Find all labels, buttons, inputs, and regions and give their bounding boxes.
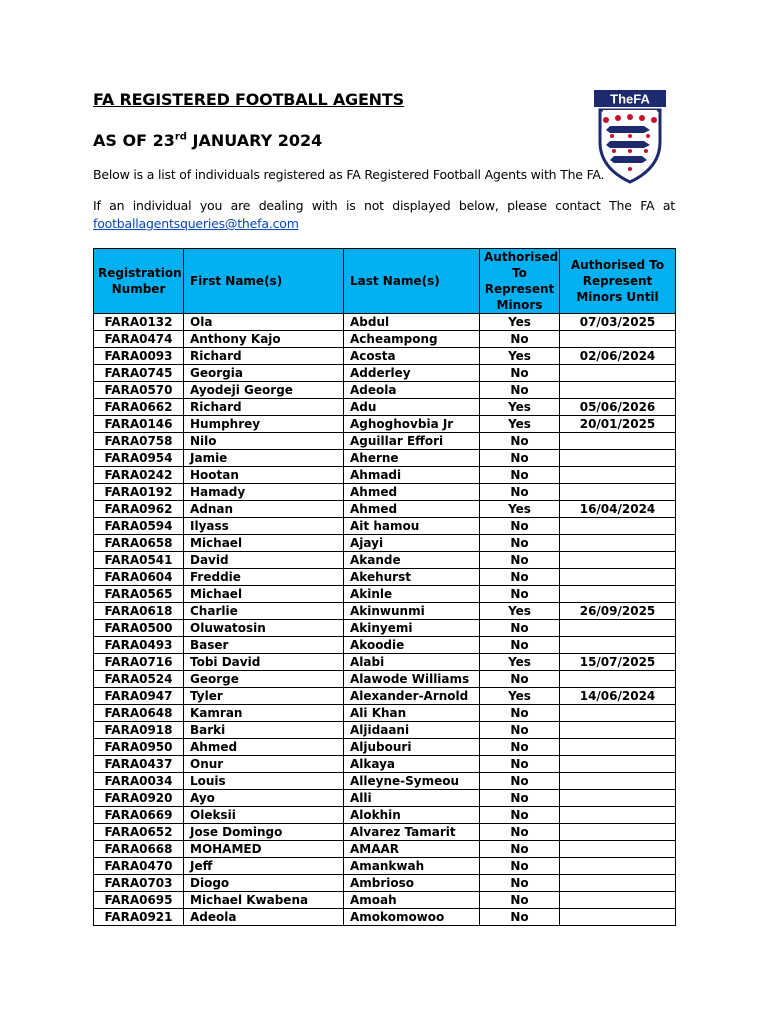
cell-last-names: Alli	[344, 790, 480, 807]
cell-first-names: Barki	[184, 722, 344, 739]
cell-registration-number: FARA0470	[94, 858, 184, 875]
cell-authorised-until: 20/01/2025	[560, 416, 676, 433]
cell-authorised-until: 26/09/2025	[560, 603, 676, 620]
document-subtitle	[93, 131, 322, 150]
table-row	[94, 365, 676, 382]
cell-last-names: Akinle	[344, 586, 480, 603]
cell-registration-number: FARA0604	[94, 569, 184, 586]
cell-authorised-until	[560, 586, 676, 603]
cell-last-names: Aghoghovbia Jr	[344, 416, 480, 433]
cell-last-names: Aguillar Effori	[344, 433, 480, 450]
cell-registration-number: FARA0662	[94, 399, 184, 416]
cell-registration-number: FARA0618	[94, 603, 184, 620]
cell-authorised-minors: No	[480, 722, 560, 739]
cell-authorised-minors: No	[480, 569, 560, 586]
table-row	[94, 841, 676, 858]
table-row	[94, 688, 676, 705]
cell-authorised-until	[560, 365, 676, 382]
header-first-names: First Name(s)	[184, 249, 344, 314]
cell-registration-number: FARA0920	[94, 790, 184, 807]
cell-authorised-until	[560, 773, 676, 790]
cell-first-names: Tobi David	[184, 654, 344, 671]
cell-authorised-until	[560, 671, 676, 688]
cell-authorised-minors: No	[480, 790, 560, 807]
cell-first-names: Georgia	[184, 365, 344, 382]
cell-authorised-until: 16/04/2024	[560, 501, 676, 518]
cell-authorised-until: 15/07/2025	[560, 654, 676, 671]
table-row	[94, 654, 676, 671]
cell-authorised-until	[560, 620, 676, 637]
cell-authorised-minors: No	[480, 433, 560, 450]
cell-authorised-minors: No	[480, 705, 560, 722]
cell-last-names: Aherne	[344, 450, 480, 467]
cell-registration-number: FARA0524	[94, 671, 184, 688]
cell-authorised-until	[560, 841, 676, 858]
table-row	[94, 858, 676, 875]
cell-last-names: Akehurst	[344, 569, 480, 586]
cell-first-names: Onur	[184, 756, 344, 773]
table-row	[94, 637, 676, 654]
cell-authorised-minors: No	[480, 535, 560, 552]
cell-last-names: Amoah	[344, 892, 480, 909]
cell-authorised-minors: No	[480, 807, 560, 824]
cell-registration-number: FARA0954	[94, 450, 184, 467]
cell-first-names: Hamady	[184, 484, 344, 501]
cell-authorised-until	[560, 892, 676, 909]
cell-authorised-until	[560, 331, 676, 348]
table-row	[94, 671, 676, 688]
cell-authorised-minors: Yes	[480, 416, 560, 433]
cell-last-names: Alkaya	[344, 756, 480, 773]
cell-last-names: Aljidaani	[344, 722, 480, 739]
cell-last-names: Akoodie	[344, 637, 480, 654]
cell-first-names: Tyler	[184, 688, 344, 705]
agents-table	[93, 248, 676, 926]
cell-authorised-minors: No	[480, 637, 560, 654]
cell-registration-number: FARA0192	[94, 484, 184, 501]
cell-authorised-until	[560, 858, 676, 875]
cell-registration-number: FARA0146	[94, 416, 184, 433]
cell-last-names: Alvarez Tamarit	[344, 824, 480, 841]
cell-first-names: Diogo	[184, 875, 344, 892]
cell-registration-number: FARA0668	[94, 841, 184, 858]
cell-registration-number: FARA0565	[94, 586, 184, 603]
cell-first-names: David	[184, 552, 344, 569]
contact-email-link[interactable]: footballagentsqueries@thefa.com	[93, 216, 299, 231]
cell-registration-number: FARA0093	[94, 348, 184, 365]
cell-authorised-until: 14/06/2024	[560, 688, 676, 705]
subtitle-suffix: JANUARY 2024	[186, 131, 323, 150]
cell-last-names: Adderley	[344, 365, 480, 382]
table-row	[94, 569, 676, 586]
table-body	[94, 314, 676, 926]
cell-first-names: Jose Domingo	[184, 824, 344, 841]
cell-first-names: Richard	[184, 348, 344, 365]
cell-first-names: Ayo	[184, 790, 344, 807]
cell-last-names: Akinyemi	[344, 620, 480, 637]
cell-authorised-minors: Yes	[480, 603, 560, 620]
three-lions-crest-icon	[594, 90, 666, 184]
cell-authorised-minors: No	[480, 858, 560, 875]
cell-registration-number: FARA0570	[94, 382, 184, 399]
table-row	[94, 586, 676, 603]
cell-last-names: Ajayi	[344, 535, 480, 552]
cell-first-names: Ilyass	[184, 518, 344, 535]
cell-authorised-until	[560, 824, 676, 841]
cell-registration-number: FARA0652	[94, 824, 184, 841]
header-registration-number: Registration Number	[94, 249, 184, 314]
table-row	[94, 416, 676, 433]
table-row	[94, 484, 676, 501]
cell-first-names: Oluwatosin	[184, 620, 344, 637]
cell-last-names: Alleyne-Symeou	[344, 773, 480, 790]
cell-registration-number: FARA0648	[94, 705, 184, 722]
cell-first-names: Michael Kwabena	[184, 892, 344, 909]
cell-authorised-until	[560, 739, 676, 756]
table-row	[94, 807, 676, 824]
cell-authorised-minors: No	[480, 909, 560, 926]
cell-last-names: Alexander-Arnold	[344, 688, 480, 705]
cell-last-names: Ahmadi	[344, 467, 480, 484]
cell-last-names: Akande	[344, 552, 480, 569]
cell-authorised-minors: No	[480, 739, 560, 756]
cell-registration-number: FARA0703	[94, 875, 184, 892]
cell-registration-number: FARA0500	[94, 620, 184, 637]
cell-first-names: Jeff	[184, 858, 344, 875]
header-authorised-minors: Authorised To Represent Minors	[480, 249, 560, 314]
cell-authorised-until	[560, 450, 676, 467]
table-row	[94, 450, 676, 467]
cell-registration-number: FARA0745	[94, 365, 184, 382]
cell-first-names: Charlie	[184, 603, 344, 620]
document-title: FA REGISTERED FOOTBALL AGENTS	[93, 90, 404, 109]
cell-authorised-minors: No	[480, 824, 560, 841]
cell-first-names: Adnan	[184, 501, 344, 518]
cell-registration-number: FARA0594	[94, 518, 184, 535]
cell-authorised-minors: No	[480, 365, 560, 382]
cell-last-names: Ahmed	[344, 484, 480, 501]
table-row	[94, 518, 676, 535]
cell-last-names: Alawode Williams	[344, 671, 480, 688]
cell-first-names: Jamie	[184, 450, 344, 467]
table-row	[94, 722, 676, 739]
table-row	[94, 501, 676, 518]
cell-first-names: Humphrey	[184, 416, 344, 433]
cell-authorised-until: 05/06/2026	[560, 399, 676, 416]
cell-authorised-minors: No	[480, 671, 560, 688]
cell-last-names: Acosta	[344, 348, 480, 365]
cell-last-names: Alabi	[344, 654, 480, 671]
cell-last-names: Ambrioso	[344, 875, 480, 892]
cell-authorised-until	[560, 569, 676, 586]
cell-authorised-until: 02/06/2024	[560, 348, 676, 365]
subtitle-prefix: AS OF 23	[93, 131, 175, 150]
cell-registration-number: FARA0493	[94, 637, 184, 654]
table-row	[94, 892, 676, 909]
table-row	[94, 739, 676, 756]
cell-last-names: Adeola	[344, 382, 480, 399]
table-row	[94, 314, 676, 331]
cell-first-names: Baser	[184, 637, 344, 654]
table-row	[94, 433, 676, 450]
table-row	[94, 790, 676, 807]
cell-authorised-until	[560, 875, 676, 892]
cell-registration-number: FARA0962	[94, 501, 184, 518]
cell-authorised-minors: Yes	[480, 654, 560, 671]
cell-authorised-minors: Yes	[480, 314, 560, 331]
cell-authorised-minors: No	[480, 841, 560, 858]
cell-authorised-until	[560, 518, 676, 535]
cell-authorised-minors: Yes	[480, 399, 560, 416]
cell-first-names: Michael	[184, 535, 344, 552]
cell-last-names: AMAAR	[344, 841, 480, 858]
cell-first-names: Ola	[184, 314, 344, 331]
cell-authorised-until	[560, 807, 676, 824]
cell-authorised-until	[560, 909, 676, 926]
cell-authorised-minors: No	[480, 620, 560, 637]
table-row	[94, 603, 676, 620]
lions-group	[606, 126, 650, 163]
cell-authorised-until	[560, 467, 676, 484]
cell-registration-number: FARA0695	[94, 892, 184, 909]
cell-first-names: Freddie	[184, 569, 344, 586]
header-authorised-until: Authorised To Represent Minors Until	[560, 249, 676, 314]
table-row	[94, 773, 676, 790]
cell-registration-number: FARA0242	[94, 467, 184, 484]
table-row	[94, 467, 676, 484]
cell-authorised-minors: Yes	[480, 688, 560, 705]
cell-first-names: Anthony Kajo	[184, 331, 344, 348]
intro-paragraph: Below is a list of individuals registered as FA Registered Football Agents with The FA.	[93, 167, 605, 182]
cell-authorised-minors: Yes	[480, 501, 560, 518]
table-row	[94, 705, 676, 722]
cell-registration-number: FARA0658	[94, 535, 184, 552]
cell-registration-number: FARA0716	[94, 654, 184, 671]
cell-first-names: Ayodeji George	[184, 382, 344, 399]
cell-last-names: Amokomowoo	[344, 909, 480, 926]
cell-last-names: Ahmed	[344, 501, 480, 518]
cell-registration-number: FARA0950	[94, 739, 184, 756]
contact-paragraph: If an individual you are dealing with is not displayed below, please contact The FA at	[93, 198, 675, 213]
cell-authorised-minors: No	[480, 331, 560, 348]
cell-registration-number: FARA0669	[94, 807, 184, 824]
cell-authorised-minors: No	[480, 756, 560, 773]
cell-authorised-minors: No	[480, 467, 560, 484]
cell-last-names: Akinwunmi	[344, 603, 480, 620]
table-row	[94, 756, 676, 773]
cell-authorised-until	[560, 722, 676, 739]
cell-authorised-until	[560, 790, 676, 807]
cell-registration-number: FARA0132	[94, 314, 184, 331]
cell-registration-number: FARA0437	[94, 756, 184, 773]
cell-first-names: Hootan	[184, 467, 344, 484]
cell-registration-number: FARA0541	[94, 552, 184, 569]
cell-authorised-minors: No	[480, 450, 560, 467]
table-header-row	[94, 249, 676, 314]
cell-last-names: Acheampong	[344, 331, 480, 348]
cell-authorised-until	[560, 756, 676, 773]
table-row	[94, 552, 676, 569]
cell-authorised-until	[560, 552, 676, 569]
cell-authorised-until: 07/03/2025	[560, 314, 676, 331]
cell-last-names: Adu	[344, 399, 480, 416]
cell-last-names: Ait hamou	[344, 518, 480, 535]
cell-registration-number: FARA0918	[94, 722, 184, 739]
cell-last-names: Amankwah	[344, 858, 480, 875]
table-row	[94, 399, 676, 416]
cell-first-names: Kamran	[184, 705, 344, 722]
table-row	[94, 875, 676, 892]
cell-authorised-until	[560, 705, 676, 722]
table-row	[94, 382, 676, 399]
cell-first-names: Ahmed	[184, 739, 344, 756]
cell-authorised-minors: No	[480, 484, 560, 501]
cell-last-names: Ali Khan	[344, 705, 480, 722]
cell-first-names: Adeola	[184, 909, 344, 926]
header-last-names: Last Name(s)	[344, 249, 480, 314]
cell-registration-number: FARA0474	[94, 331, 184, 348]
cell-first-names: George	[184, 671, 344, 688]
cell-first-names: Oleksii	[184, 807, 344, 824]
cell-authorised-minors: No	[480, 382, 560, 399]
cell-registration-number: FARA0921	[94, 909, 184, 926]
cell-first-names: Michael	[184, 586, 344, 603]
cell-first-names: Louis	[184, 773, 344, 790]
table-row	[94, 620, 676, 637]
subtitle-ordinal: rd	[174, 131, 187, 143]
cell-authorised-minors: No	[480, 552, 560, 569]
table-row	[94, 331, 676, 348]
cell-first-names: MOHAMED	[184, 841, 344, 858]
cell-first-names: Richard	[184, 399, 344, 416]
cell-last-names: Abdul	[344, 314, 480, 331]
table-row	[94, 909, 676, 926]
cell-authorised-until	[560, 484, 676, 501]
table-row	[94, 348, 676, 365]
cell-last-names: Alokhin	[344, 807, 480, 824]
cell-authorised-minors: No	[480, 773, 560, 790]
cell-registration-number: FARA0758	[94, 433, 184, 450]
cell-authorised-until	[560, 535, 676, 552]
cell-first-names: Nilo	[184, 433, 344, 450]
cell-authorised-minors: No	[480, 892, 560, 909]
cell-authorised-until	[560, 637, 676, 654]
table-row	[94, 535, 676, 552]
table-row	[94, 824, 676, 841]
cell-authorised-until	[560, 382, 676, 399]
cell-authorised-minors: Yes	[480, 348, 560, 365]
cell-authorised-minors: No	[480, 875, 560, 892]
cell-last-names: Aljubouri	[344, 739, 480, 756]
cell-registration-number: FARA0034	[94, 773, 184, 790]
logo-text: TheFA	[610, 91, 650, 107]
cell-registration-number: FARA0947	[94, 688, 184, 705]
cell-authorised-until	[560, 433, 676, 450]
cell-authorised-minors: No	[480, 518, 560, 535]
cell-authorised-minors: No	[480, 586, 560, 603]
